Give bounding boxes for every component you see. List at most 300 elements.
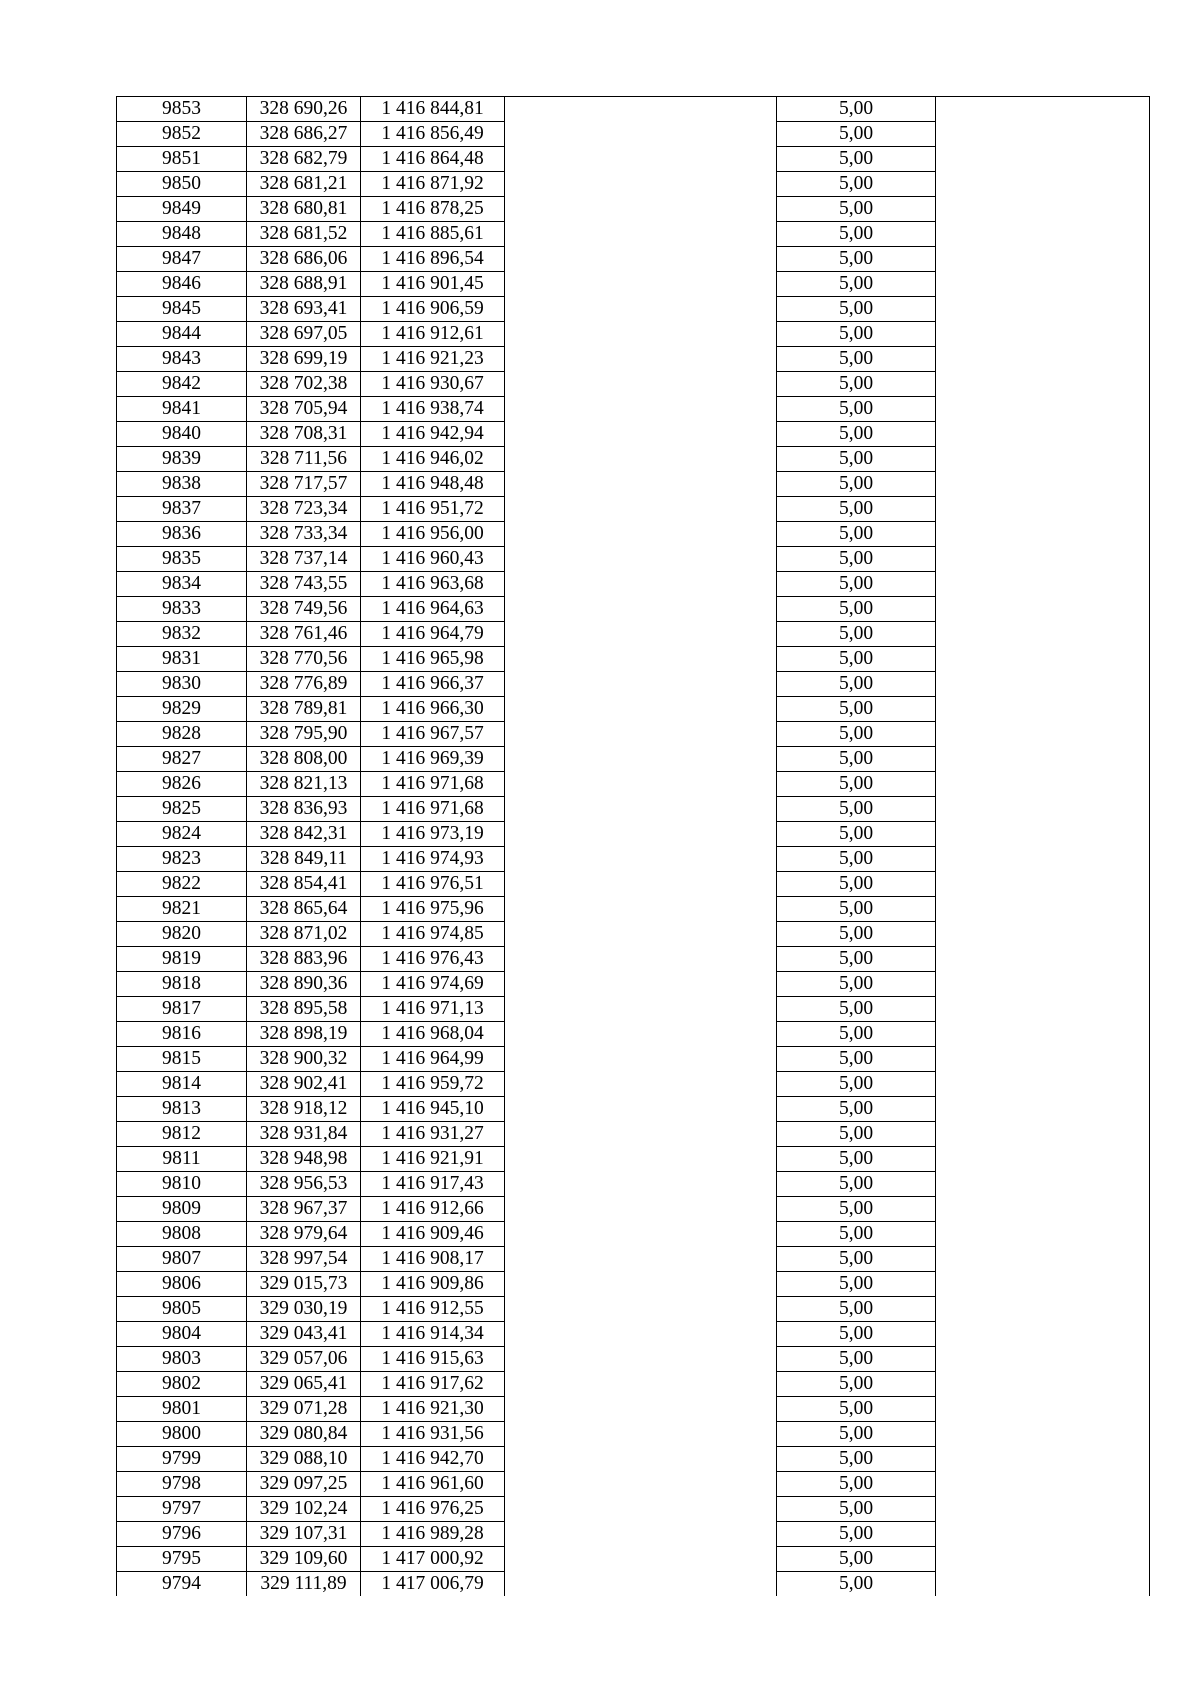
- y-coordinate-cell: 1 416 942,70: [361, 1447, 505, 1472]
- y-coordinate-cell: 1 416 963,68: [361, 572, 505, 597]
- note-cell: [936, 872, 1150, 897]
- table-row: [117, 722, 1150, 747]
- empty-cell: [505, 572, 777, 597]
- accuracy-cell: 5,00: [777, 322, 936, 347]
- accuracy-cell: 5,00: [777, 397, 936, 422]
- note-cell: [936, 1297, 1150, 1322]
- table-row: [117, 222, 1150, 247]
- accuracy-cell: 5,00: [777, 797, 936, 822]
- x-coordinate-cell: 329 030,19: [247, 1297, 361, 1322]
- empty-cell: [505, 147, 777, 172]
- y-coordinate-cell: 1 416 931,27: [361, 1122, 505, 1147]
- note-cell: [936, 1022, 1150, 1047]
- x-coordinate-cell: 328 723,34: [247, 497, 361, 522]
- point-number-cell: 9837: [117, 497, 247, 522]
- accuracy-cell: 5,00: [777, 1472, 936, 1497]
- note-cell: [936, 472, 1150, 497]
- table-row: [117, 897, 1150, 922]
- empty-cell: [505, 1247, 777, 1272]
- empty-cell: [505, 247, 777, 272]
- note-cell: [936, 647, 1150, 672]
- x-coordinate-cell: 328 690,26: [247, 97, 361, 122]
- accuracy-cell: 5,00: [777, 672, 936, 697]
- y-coordinate-cell: 1 416 971,68: [361, 797, 505, 822]
- note-cell: [936, 747, 1150, 772]
- x-coordinate-cell: 328 900,32: [247, 1047, 361, 1072]
- table-row: [117, 447, 1150, 472]
- accuracy-cell: 5,00: [777, 1022, 936, 1047]
- y-coordinate-cell: 1 416 964,99: [361, 1047, 505, 1072]
- x-coordinate-cell: 328 854,41: [247, 872, 361, 897]
- empty-cell: [505, 1372, 777, 1397]
- point-number-cell: 9813: [117, 1097, 247, 1122]
- y-coordinate-cell: 1 416 917,62: [361, 1372, 505, 1397]
- accuracy-cell: 5,00: [777, 1122, 936, 1147]
- x-coordinate-cell: 328 821,13: [247, 772, 361, 797]
- empty-cell: [505, 447, 777, 472]
- point-number-cell: 9814: [117, 1072, 247, 1097]
- table-row: [117, 872, 1150, 897]
- table-row: [117, 522, 1150, 547]
- x-coordinate-cell: 328 898,19: [247, 1022, 361, 1047]
- x-coordinate-cell: 328 682,79: [247, 147, 361, 172]
- table-row: [117, 1422, 1150, 1447]
- table-row: [117, 847, 1150, 872]
- note-cell: [936, 1397, 1150, 1422]
- point-number-cell: 9805: [117, 1297, 247, 1322]
- x-coordinate-cell: 328 761,46: [247, 622, 361, 647]
- empty-cell: [505, 672, 777, 697]
- accuracy-cell: 5,00: [777, 1397, 936, 1422]
- y-coordinate-cell: 1 416 964,79: [361, 622, 505, 647]
- table-row: [117, 1572, 1150, 1597]
- empty-cell: [505, 747, 777, 772]
- point-number-cell: 9811: [117, 1147, 247, 1172]
- x-coordinate-cell: 328 681,21: [247, 172, 361, 197]
- accuracy-cell: 5,00: [777, 597, 936, 622]
- table-row: [117, 1322, 1150, 1347]
- x-coordinate-cell: 328 789,81: [247, 697, 361, 722]
- accuracy-cell: 5,00: [777, 697, 936, 722]
- x-coordinate-cell: 328 711,56: [247, 447, 361, 472]
- x-coordinate-cell: 329 111,89: [247, 1572, 361, 1597]
- note-cell: [936, 522, 1150, 547]
- point-number-cell: 9808: [117, 1222, 247, 1247]
- point-number-cell: 9829: [117, 697, 247, 722]
- y-coordinate-cell: 1 416 901,45: [361, 272, 505, 297]
- point-number-cell: 9822: [117, 872, 247, 897]
- x-coordinate-cell: 328 686,06: [247, 247, 361, 272]
- x-coordinate-cell: 329 015,73: [247, 1272, 361, 1297]
- note-cell: [936, 197, 1150, 222]
- y-coordinate-cell: 1 416 908,17: [361, 1247, 505, 1272]
- table-row: [117, 547, 1150, 572]
- y-coordinate-cell: 1 416 931,56: [361, 1422, 505, 1447]
- note-cell: [936, 897, 1150, 922]
- note-cell: [936, 1572, 1150, 1597]
- empty-cell: [505, 1347, 777, 1372]
- note-cell: [936, 1222, 1150, 1247]
- y-coordinate-cell: 1 416 948,48: [361, 472, 505, 497]
- table-row: [117, 1472, 1150, 1497]
- y-coordinate-cell: 1 416 912,55: [361, 1297, 505, 1322]
- x-coordinate-cell: 328 836,93: [247, 797, 361, 822]
- note-cell: [936, 1047, 1150, 1072]
- y-coordinate-cell: 1 416 921,91: [361, 1147, 505, 1172]
- point-number-cell: 9795: [117, 1547, 247, 1572]
- accuracy-cell: 5,00: [777, 447, 936, 472]
- accuracy-cell: 5,00: [777, 247, 936, 272]
- empty-cell: [505, 872, 777, 897]
- y-coordinate-cell: 1 416 971,13: [361, 997, 505, 1022]
- note-cell: [936, 622, 1150, 647]
- point-number-cell: 9853: [117, 97, 247, 122]
- x-coordinate-cell: 329 088,10: [247, 1447, 361, 1472]
- y-coordinate-cell: 1 416 930,67: [361, 372, 505, 397]
- accuracy-cell: 5,00: [777, 497, 936, 522]
- note-cell: [936, 997, 1150, 1022]
- empty-cell: [505, 1497, 777, 1522]
- note-cell: [936, 722, 1150, 747]
- y-coordinate-cell: 1 416 989,28: [361, 1522, 505, 1547]
- point-number-cell: 9832: [117, 622, 247, 647]
- y-coordinate-cell: 1 416 844,81: [361, 97, 505, 122]
- point-number-cell: 9843: [117, 347, 247, 372]
- y-coordinate-cell: 1 416 885,61: [361, 222, 505, 247]
- empty-cell: [505, 297, 777, 322]
- x-coordinate-cell: 328 890,36: [247, 972, 361, 997]
- x-coordinate-cell: 328 737,14: [247, 547, 361, 572]
- note-cell: [936, 1472, 1150, 1497]
- table-row: [117, 172, 1150, 197]
- empty-cell: [505, 1322, 777, 1347]
- x-coordinate-cell: 328 743,55: [247, 572, 361, 597]
- note-cell: [936, 447, 1150, 472]
- empty-cell: [505, 822, 777, 847]
- x-coordinate-cell: 328 699,19: [247, 347, 361, 372]
- table-row: [117, 122, 1150, 147]
- table-row: [117, 322, 1150, 347]
- accuracy-cell: 5,00: [777, 572, 936, 597]
- x-coordinate-cell: 329 065,41: [247, 1372, 361, 1397]
- accuracy-cell: 5,00: [777, 722, 936, 747]
- accuracy-cell: 5,00: [777, 1497, 936, 1522]
- note-cell: [936, 172, 1150, 197]
- x-coordinate-cell: 328 693,41: [247, 297, 361, 322]
- point-number-cell: 9842: [117, 372, 247, 397]
- note-cell: [936, 497, 1150, 522]
- empty-cell: [505, 197, 777, 222]
- table-row: [117, 472, 1150, 497]
- point-number-cell: 9823: [117, 847, 247, 872]
- note-cell: [936, 922, 1150, 947]
- point-number-cell: 9809: [117, 1197, 247, 1222]
- empty-cell: [505, 972, 777, 997]
- note-cell: [936, 322, 1150, 347]
- table-row: [117, 497, 1150, 522]
- table-row: [117, 1372, 1150, 1397]
- table-row: [117, 1047, 1150, 1072]
- note-cell: [936, 1422, 1150, 1447]
- empty-cell: [505, 397, 777, 422]
- y-coordinate-cell: 1 416 921,23: [361, 347, 505, 372]
- point-number-cell: 9830: [117, 672, 247, 697]
- point-number-cell: 9797: [117, 1497, 247, 1522]
- accuracy-cell: 5,00: [777, 1222, 936, 1247]
- empty-cell: [505, 222, 777, 247]
- empty-cell: [505, 1047, 777, 1072]
- y-coordinate-cell: 1 416 971,68: [361, 772, 505, 797]
- x-coordinate-cell: 329 109,60: [247, 1547, 361, 1572]
- y-coordinate-cell: 1 416 965,98: [361, 647, 505, 672]
- empty-cell: [505, 422, 777, 447]
- table-row: [117, 747, 1150, 772]
- accuracy-cell: 5,00: [777, 547, 936, 572]
- table-row: [117, 1197, 1150, 1222]
- point-number-cell: 9806: [117, 1272, 247, 1297]
- y-coordinate-cell: 1 416 871,92: [361, 172, 505, 197]
- x-coordinate-cell: 328 931,84: [247, 1122, 361, 1147]
- note-cell: [936, 1372, 1150, 1397]
- empty-cell: [505, 372, 777, 397]
- point-number-cell: 9852: [117, 122, 247, 147]
- table-row: [117, 922, 1150, 947]
- y-coordinate-cell: 1 416 946,02: [361, 447, 505, 472]
- y-coordinate-cell: 1 417 000,92: [361, 1547, 505, 1572]
- empty-cell: [505, 322, 777, 347]
- empty-cell: [505, 497, 777, 522]
- point-number-cell: 9831: [117, 647, 247, 672]
- accuracy-cell: 5,00: [777, 1097, 936, 1122]
- y-coordinate-cell: 1 416 938,74: [361, 397, 505, 422]
- x-coordinate-cell: 329 102,24: [247, 1497, 361, 1522]
- table-row: [117, 1122, 1150, 1147]
- point-number-cell: 9815: [117, 1047, 247, 1072]
- empty-cell: [505, 797, 777, 822]
- empty-cell: [505, 472, 777, 497]
- accuracy-cell: 5,00: [777, 347, 936, 372]
- table-row: [117, 797, 1150, 822]
- accuracy-cell: 5,00: [777, 272, 936, 297]
- y-coordinate-cell: 1 416 964,63: [361, 597, 505, 622]
- note-cell: [936, 1147, 1150, 1172]
- empty-cell: [505, 947, 777, 972]
- empty-cell: [505, 722, 777, 747]
- coordinates-table: [116, 96, 1150, 1596]
- point-number-cell: 9851: [117, 147, 247, 172]
- note-cell: [936, 1172, 1150, 1197]
- note-cell: [936, 672, 1150, 697]
- accuracy-cell: 5,00: [777, 1272, 936, 1297]
- accuracy-cell: 5,00: [777, 972, 936, 997]
- note-cell: [936, 947, 1150, 972]
- table-row: [117, 947, 1150, 972]
- x-coordinate-cell: 328 979,64: [247, 1222, 361, 1247]
- x-coordinate-cell: 328 717,57: [247, 472, 361, 497]
- empty-cell: [505, 697, 777, 722]
- empty-cell: [505, 1522, 777, 1547]
- y-coordinate-cell: 1 416 974,93: [361, 847, 505, 872]
- empty-cell: [505, 897, 777, 922]
- point-number-cell: 9834: [117, 572, 247, 597]
- point-number-cell: 9807: [117, 1247, 247, 1272]
- x-coordinate-cell: 328 705,94: [247, 397, 361, 422]
- table-row: [117, 422, 1150, 447]
- accuracy-cell: 5,00: [777, 422, 936, 447]
- accuracy-cell: 5,00: [777, 1147, 936, 1172]
- x-coordinate-cell: 328 795,90: [247, 722, 361, 747]
- accuracy-cell: 5,00: [777, 1447, 936, 1472]
- table-row: [117, 1172, 1150, 1197]
- table-row: [117, 347, 1150, 372]
- point-number-cell: 9818: [117, 972, 247, 997]
- accuracy-cell: 5,00: [777, 772, 936, 797]
- note-cell: [936, 422, 1150, 447]
- note-cell: [936, 347, 1150, 372]
- x-coordinate-cell: 329 057,06: [247, 1347, 361, 1372]
- point-number-cell: 9838: [117, 472, 247, 497]
- x-coordinate-cell: 328 688,91: [247, 272, 361, 297]
- empty-cell: [505, 172, 777, 197]
- accuracy-cell: 5,00: [777, 997, 936, 1022]
- accuracy-cell: 5,00: [777, 147, 936, 172]
- empty-cell: [505, 997, 777, 1022]
- point-number-cell: 9798: [117, 1472, 247, 1497]
- note-cell: [936, 222, 1150, 247]
- x-coordinate-cell: 328 997,54: [247, 1247, 361, 1272]
- point-number-cell: 9802: [117, 1372, 247, 1397]
- y-coordinate-cell: 1 416 951,72: [361, 497, 505, 522]
- note-cell: [936, 1247, 1150, 1272]
- point-number-cell: 9835: [117, 547, 247, 572]
- empty-cell: [505, 272, 777, 297]
- note-cell: [936, 1547, 1150, 1572]
- x-coordinate-cell: 328 956,53: [247, 1172, 361, 1197]
- table-row: [117, 597, 1150, 622]
- accuracy-cell: 5,00: [777, 922, 936, 947]
- accuracy-cell: 5,00: [777, 1247, 936, 1272]
- point-number-cell: 9827: [117, 747, 247, 772]
- point-number-cell: 9846: [117, 272, 247, 297]
- y-coordinate-cell: 1 416 906,59: [361, 297, 505, 322]
- y-coordinate-cell: 1 416 909,46: [361, 1222, 505, 1247]
- y-coordinate-cell: 1 417 006,79: [361, 1572, 505, 1597]
- accuracy-cell: 5,00: [777, 1047, 936, 1072]
- table-row: [117, 297, 1150, 322]
- note-cell: [936, 547, 1150, 572]
- accuracy-cell: 5,00: [777, 872, 936, 897]
- y-coordinate-cell: 1 416 976,43: [361, 947, 505, 972]
- x-coordinate-cell: 329 080,84: [247, 1422, 361, 1447]
- table-row: [117, 1097, 1150, 1122]
- note-cell: [936, 272, 1150, 297]
- accuracy-cell: 5,00: [777, 1322, 936, 1347]
- accuracy-cell: 5,00: [777, 297, 936, 322]
- empty-cell: [505, 522, 777, 547]
- x-coordinate-cell: 328 871,02: [247, 922, 361, 947]
- y-coordinate-cell: 1 416 974,85: [361, 922, 505, 947]
- empty-cell: [505, 622, 777, 647]
- accuracy-cell: 5,00: [777, 1347, 936, 1372]
- y-coordinate-cell: 1 416 966,30: [361, 697, 505, 722]
- accuracy-cell: 5,00: [777, 1072, 936, 1097]
- empty-cell: [505, 1222, 777, 1247]
- x-coordinate-cell: 328 902,41: [247, 1072, 361, 1097]
- accuracy-cell: 5,00: [777, 97, 936, 122]
- x-coordinate-cell: 328 708,31: [247, 422, 361, 447]
- point-number-cell: 9833: [117, 597, 247, 622]
- point-number-cell: 9828: [117, 722, 247, 747]
- point-number-cell: 9824: [117, 822, 247, 847]
- accuracy-cell: 5,00: [777, 1422, 936, 1447]
- y-coordinate-cell: 1 416 878,25: [361, 197, 505, 222]
- accuracy-cell: 5,00: [777, 747, 936, 772]
- table-row: [117, 272, 1150, 297]
- table-row: [117, 1347, 1150, 1372]
- point-number-cell: 9848: [117, 222, 247, 247]
- table-row: [117, 247, 1150, 272]
- note-cell: [936, 1097, 1150, 1122]
- x-coordinate-cell: 328 895,58: [247, 997, 361, 1022]
- coordinates-table-body: [117, 97, 1150, 1597]
- point-number-cell: 9800: [117, 1422, 247, 1447]
- table-row: [117, 1547, 1150, 1572]
- note-cell: [936, 247, 1150, 272]
- empty-cell: [505, 1097, 777, 1122]
- note-cell: [936, 297, 1150, 322]
- table-row: [117, 1147, 1150, 1172]
- empty-cell: [505, 922, 777, 947]
- empty-cell: [505, 1022, 777, 1047]
- note-cell: [936, 572, 1150, 597]
- y-coordinate-cell: 1 416 960,43: [361, 547, 505, 572]
- x-coordinate-cell: 328 948,98: [247, 1147, 361, 1172]
- empty-cell: [505, 647, 777, 672]
- table-row: [117, 1272, 1150, 1297]
- table-row: [117, 1447, 1150, 1472]
- y-coordinate-cell: 1 416 976,25: [361, 1497, 505, 1522]
- x-coordinate-cell: 328 776,89: [247, 672, 361, 697]
- point-number-cell: 9816: [117, 1022, 247, 1047]
- y-coordinate-cell: 1 416 856,49: [361, 122, 505, 147]
- note-cell: [936, 1072, 1150, 1097]
- note-cell: [936, 1497, 1150, 1522]
- y-coordinate-cell: 1 416 917,43: [361, 1172, 505, 1197]
- point-number-cell: 9812: [117, 1122, 247, 1147]
- empty-cell: [505, 1297, 777, 1322]
- accuracy-cell: 5,00: [777, 197, 936, 222]
- point-number-cell: 9819: [117, 947, 247, 972]
- empty-cell: [505, 547, 777, 572]
- table-row: [117, 197, 1150, 222]
- y-coordinate-cell: 1 416 959,72: [361, 1072, 505, 1097]
- x-coordinate-cell: 328 865,64: [247, 897, 361, 922]
- accuracy-cell: 5,00: [777, 472, 936, 497]
- empty-cell: [505, 772, 777, 797]
- table-row: [117, 147, 1150, 172]
- y-coordinate-cell: 1 416 961,60: [361, 1472, 505, 1497]
- table-row: [117, 622, 1150, 647]
- table-row: [117, 1297, 1150, 1322]
- table-row: [117, 972, 1150, 997]
- x-coordinate-cell: 328 918,12: [247, 1097, 361, 1122]
- x-coordinate-cell: 329 071,28: [247, 1397, 361, 1422]
- x-coordinate-cell: 328 749,56: [247, 597, 361, 622]
- y-coordinate-cell: 1 416 975,96: [361, 897, 505, 922]
- accuracy-cell: 5,00: [777, 1547, 936, 1572]
- y-coordinate-cell: 1 416 909,86: [361, 1272, 505, 1297]
- point-number-cell: 9847: [117, 247, 247, 272]
